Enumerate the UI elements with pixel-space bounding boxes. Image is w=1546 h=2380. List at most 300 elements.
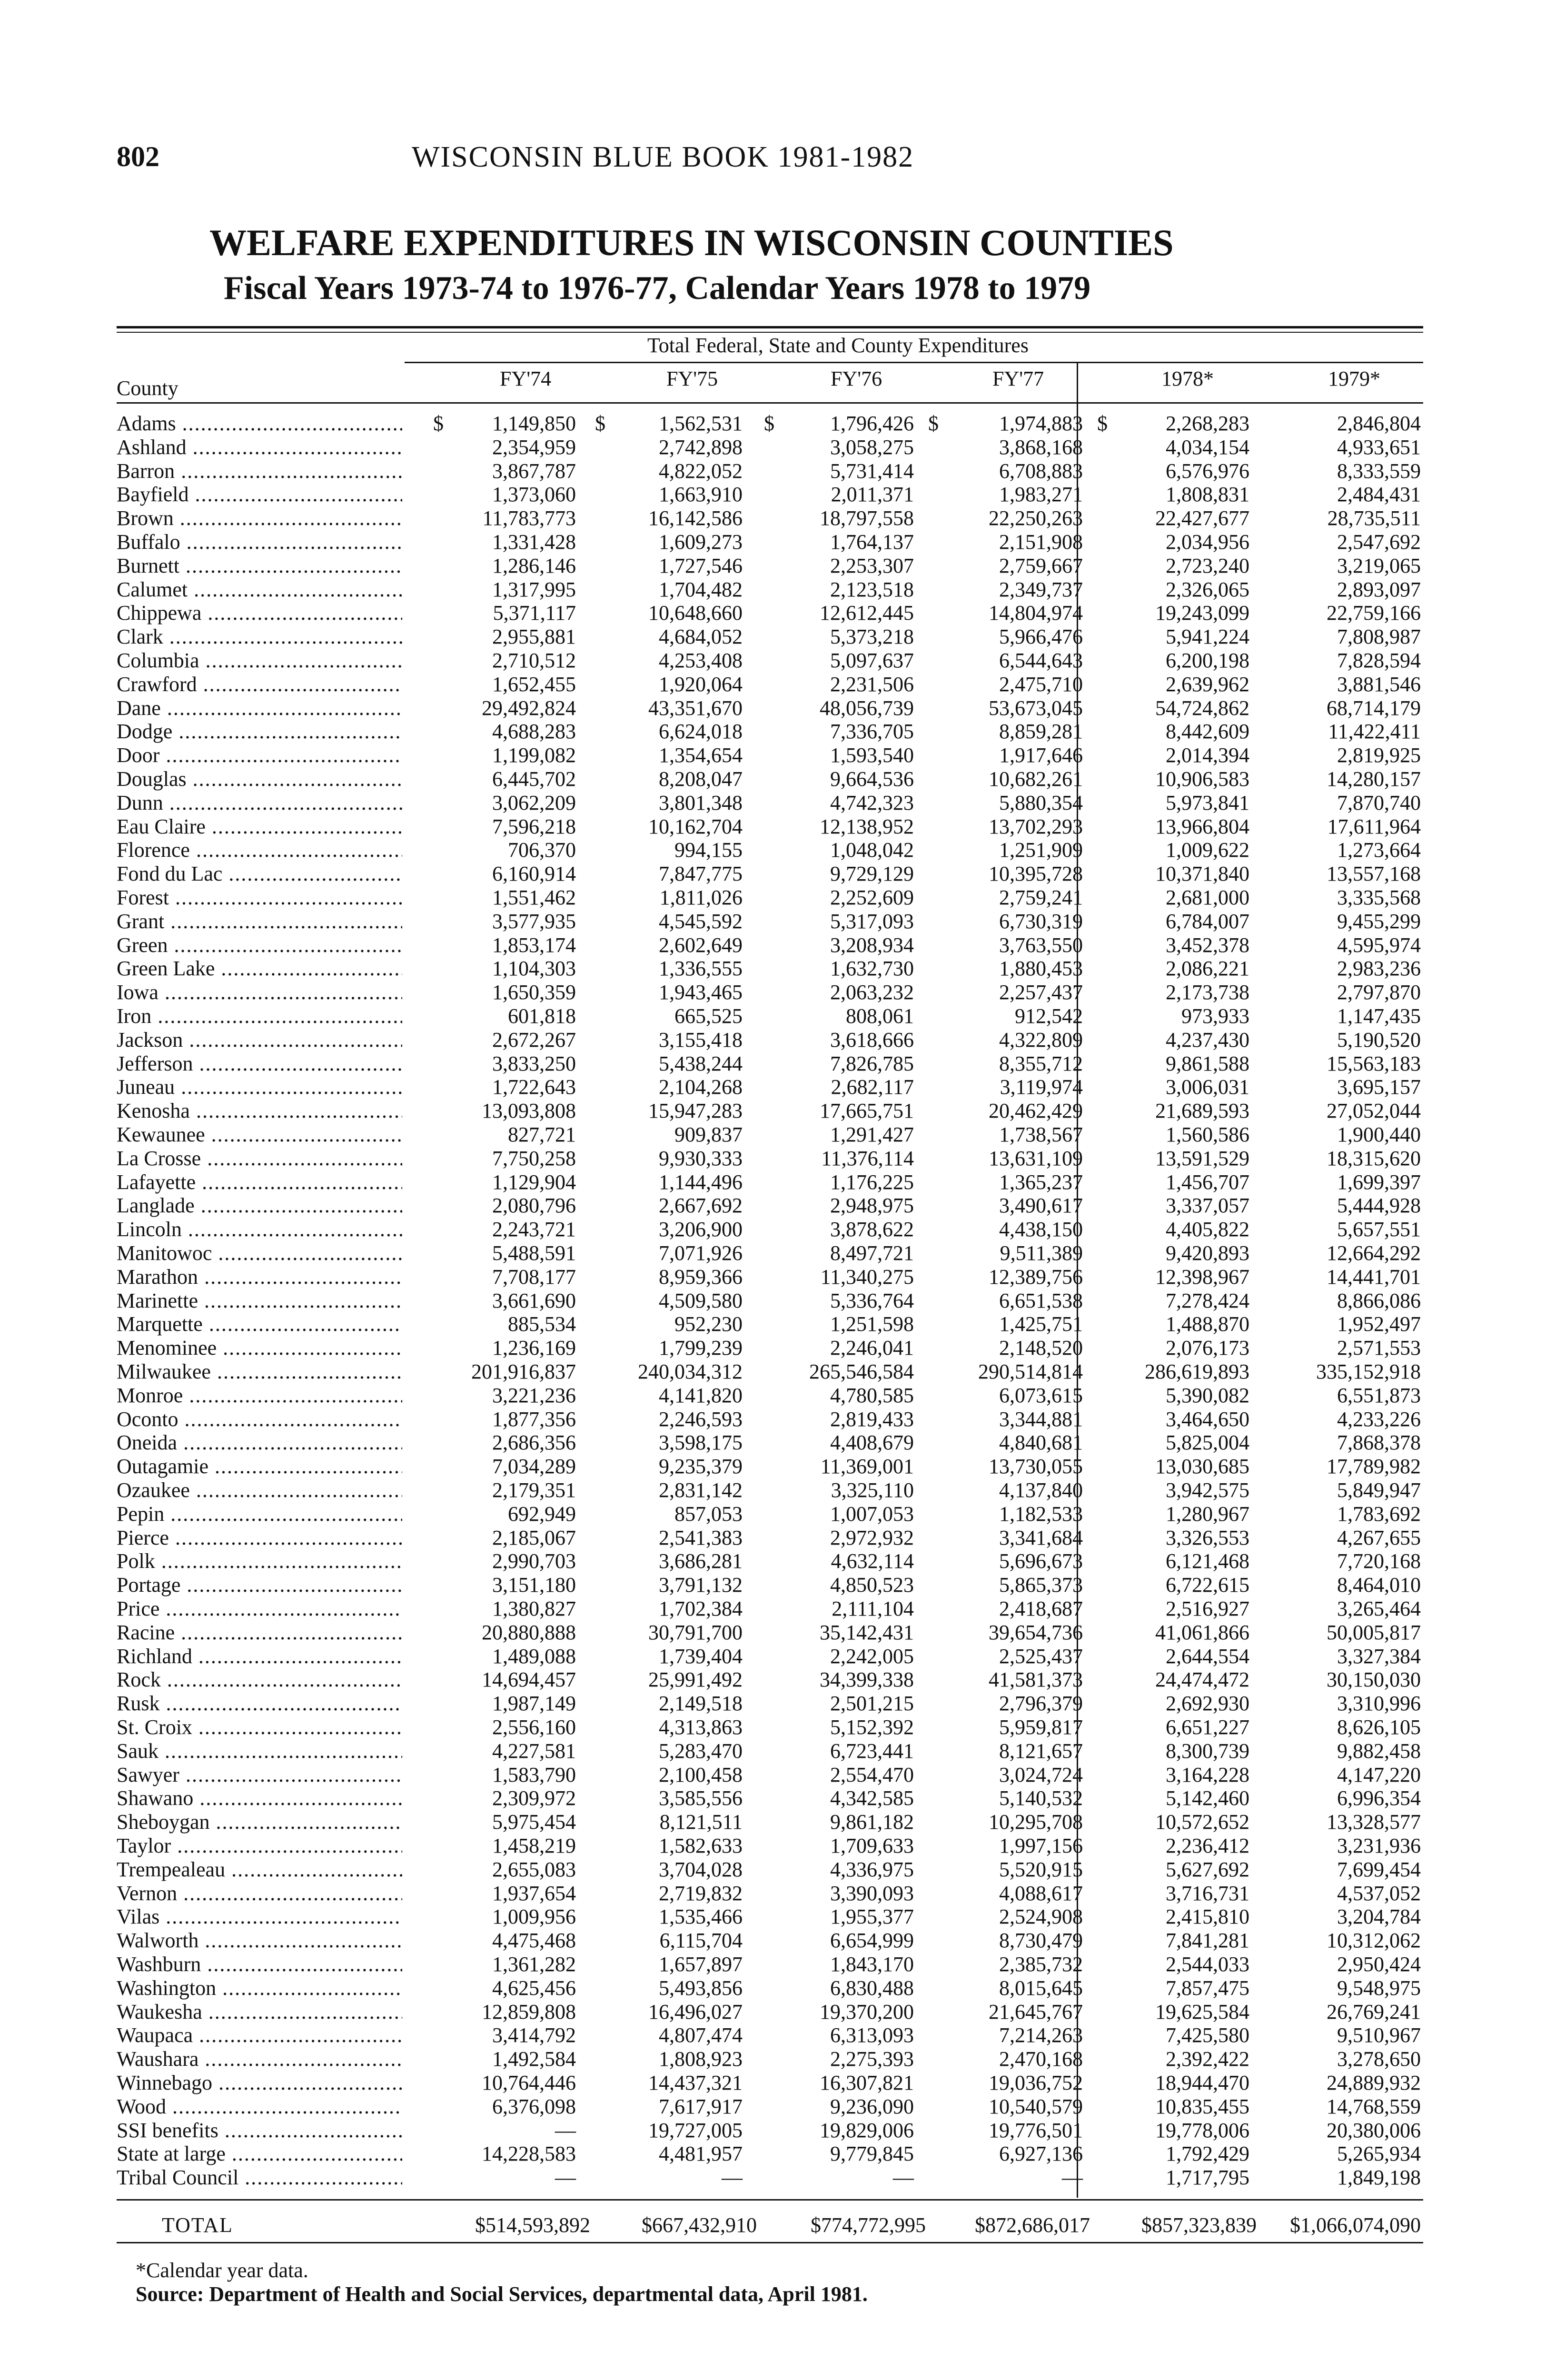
table-row	[117, 649, 1421, 673]
expenditure-cell: 2,686,356	[492, 1431, 576, 1454]
expenditure-cell: 1,007,053	[830, 1502, 914, 1526]
expenditure-cell: 5,265,934	[1337, 2142, 1421, 2165]
expenditure-cell: 4,822,052	[659, 459, 743, 483]
expenditure-cell: 4,537,052	[1337, 1882, 1421, 1905]
expenditure-cell: 20,380,006	[1327, 2119, 1421, 2142]
expenditure-cell: 13,030,685	[1155, 1455, 1249, 1478]
running-head: WISCONSIN BLUE BOOK 1981-1982	[412, 141, 914, 173]
county-name: Rock .....	[117, 1668, 402, 1692]
expenditure-cell: 1,149,850	[492, 412, 576, 435]
expenditure-cell: 4,088,617	[999, 1882, 1083, 1905]
expenditure-cell: 5,152,392	[830, 1716, 914, 1739]
expenditure-cell: 4,475,468	[492, 1929, 576, 1952]
expenditure-cell: 3,208,934	[830, 933, 914, 957]
expenditure-cell: 6,576,976	[1166, 459, 1249, 483]
county-name: Dodge .....	[117, 720, 402, 744]
expenditure-cell: 19,829,006	[820, 2119, 914, 2142]
expenditure-cell: 3,686,281	[659, 1549, 743, 1573]
expenditure-cell: 17,665,751	[820, 1099, 914, 1122]
county-name: Grant .....	[117, 910, 402, 933]
table-row	[117, 530, 1421, 554]
total-bottom-rule	[117, 2242, 1423, 2243]
table-row	[117, 815, 1421, 839]
county-name: Green .....	[117, 933, 402, 957]
expenditure-cell: 20,462,429	[989, 1099, 1083, 1122]
expenditure-cell: 41,061,866	[1155, 1621, 1249, 1644]
expenditure-cell: 2,243,721	[492, 1218, 576, 1241]
expenditure-cell: 1,717,795	[1166, 2166, 1249, 2189]
county-name: Dunn .....	[117, 791, 402, 815]
county-name: Winnebago .....	[117, 2071, 402, 2095]
page-subtitle: Fiscal Years 1973-74 to 1976-77, Calendar Years 1978 to 1979	[224, 270, 1091, 307]
county-name: Jefferson .....	[117, 1052, 402, 1076]
expenditure-cell: 3,661,690	[492, 1289, 576, 1312]
total-value: $872,686,017	[975, 2213, 1090, 2237]
expenditure-cell: 2,983,236	[1337, 957, 1421, 980]
expenditure-cell: 2,759,667	[999, 554, 1083, 577]
expenditure-cell: 13,557,168	[1327, 862, 1421, 885]
county-name: Burnett .....	[117, 554, 402, 578]
expenditure-cell: 7,278,424	[1166, 1289, 1249, 1312]
expenditure-cell: 10,572,652	[1155, 1810, 1249, 1834]
expenditure-cell: 1,709,633	[830, 1834, 914, 1857]
expenditure-cell: 4,840,681	[999, 1431, 1083, 1454]
county-name: Outagamie .....	[117, 1455, 402, 1478]
county-name: Lafayette .....	[117, 1170, 402, 1194]
expenditure-cell: 2,544,033	[1166, 1953, 1249, 1976]
county-name: Richland .....	[117, 1645, 402, 1668]
expenditure-cell: 2,524,908	[999, 1905, 1083, 1928]
expenditure-cell: 3,881,546	[1337, 673, 1421, 696]
expenditure-cell: 6,651,538	[999, 1289, 1083, 1312]
expenditure-cell: 7,857,475	[1166, 1976, 1249, 2000]
expenditure-cell: 5,975,454	[492, 1810, 576, 1834]
expenditure-cell: 6,927,136	[999, 2142, 1083, 2165]
expenditure-cell: 5,941,224	[1166, 625, 1249, 648]
county-name: Forest .....	[117, 886, 402, 910]
expenditure-cell: 5,283,470	[659, 1739, 743, 1763]
expenditure-cell: 7,808,987	[1337, 625, 1421, 648]
table-row	[117, 1953, 1421, 1976]
expenditure-cell: 4,405,822	[1166, 1218, 1249, 1241]
county-name: Marquette .....	[117, 1312, 402, 1336]
expenditure-cell: 5,973,841	[1166, 791, 1249, 814]
expenditure-cell: 3,390,093	[830, 1882, 914, 1905]
expenditure-cell: 2,831,142	[659, 1478, 743, 1502]
expenditure-cell: 3,327,384	[1337, 1645, 1421, 1668]
expenditure-cell: 5,438,244	[659, 1052, 743, 1075]
county-name: Racine .....	[117, 1621, 402, 1645]
expenditure-cell: 3,006,031	[1166, 1075, 1249, 1099]
expenditure-cell: 41,581,373	[989, 1668, 1083, 1691]
table-row	[117, 578, 1421, 602]
county-name: Shawano .....	[117, 1786, 402, 1810]
expenditure-cell: 912,542	[1015, 1004, 1083, 1028]
expenditure-cell: 27,052,044	[1327, 1099, 1421, 1122]
table-row	[117, 2142, 1421, 2166]
expenditure-cell: 2,955,881	[492, 625, 576, 648]
column-header-1979: 1979*	[1328, 367, 1380, 390]
expenditure-cell: 8,121,657	[999, 1739, 1083, 1763]
expenditure-cell: 3,867,787	[492, 459, 576, 483]
total-value: $857,323,839	[1141, 2213, 1257, 2237]
page-title: WELFARE EXPENDITURES IN WISCONSIN COUNTIES	[209, 222, 1174, 263]
column-header-fy75: FY'75	[666, 367, 718, 390]
table-row	[117, 1739, 1421, 1763]
expenditure-cell: 2,484,431	[1337, 483, 1421, 506]
expenditure-cell: 9,664,536	[830, 767, 914, 791]
expenditure-cell: 2,667,692	[659, 1194, 743, 1217]
expenditure-cell: 1,144,496	[659, 1170, 743, 1194]
expenditure-cell: 4,595,974	[1337, 933, 1421, 957]
expenditure-cell: 6,654,999	[830, 1929, 914, 1952]
expenditure-cell: 9,510,967	[1337, 2023, 1421, 2047]
expenditure-cell: 3,155,418	[659, 1028, 743, 1051]
expenditure-cell: 5,373,218	[830, 625, 914, 648]
expenditure-cell: 2,100,458	[659, 1763, 743, 1786]
expenditure-cell: 2,655,083	[492, 1858, 576, 1881]
county-name: Jackson .....	[117, 1028, 402, 1052]
expenditure-cell: 2,246,041	[830, 1336, 914, 1359]
expenditure-cell: 11,340,275	[820, 1265, 914, 1289]
county-name: Chippewa .....	[117, 601, 402, 625]
expenditure-cell: 3,791,132	[659, 1573, 743, 1597]
county-name: Trempealeau .....	[117, 1858, 402, 1882]
table-row	[117, 767, 1421, 791]
county-name: Waushara .....	[117, 2047, 402, 2071]
table-row	[117, 1716, 1421, 1739]
expenditure-cell: 5,190,520	[1337, 1028, 1421, 1051]
expenditure-cell: 3,801,348	[659, 791, 743, 814]
county-name: Bayfield .....	[117, 483, 402, 506]
table-row	[117, 1147, 1421, 1170]
expenditure-cell: 692,949	[508, 1502, 576, 1526]
expenditure-cell: 5,493,856	[659, 1976, 743, 2000]
table-row	[117, 1408, 1421, 1431]
table-row	[117, 1478, 1421, 1502]
expenditure-cell: 6,376,098	[492, 2095, 576, 2118]
county-name: Oneida .....	[117, 1431, 402, 1455]
expenditure-cell: 7,425,580	[1166, 2023, 1249, 2047]
county-name: Rusk .....	[117, 1692, 402, 1716]
table-row	[117, 2095, 1421, 2119]
expenditure-cell: 2,063,232	[830, 981, 914, 1004]
expenditure-cell: 13,631,109	[989, 1147, 1083, 1170]
expenditure-cell: 2,349,737	[999, 578, 1083, 601]
expenditure-cell: 2,246,593	[659, 1408, 743, 1431]
expenditure-cell: 2,014,394	[1166, 744, 1249, 767]
expenditure-cell: 5,371,117	[493, 601, 576, 625]
expenditure-cell: 1,974,883	[999, 412, 1083, 435]
expenditure-cell: 16,496,027	[648, 2000, 743, 2023]
expenditure-cell: 2,602,649	[659, 933, 743, 957]
expenditure-cell: 39,654,736	[989, 1621, 1083, 1644]
expenditure-cell: 4,632,114	[831, 1549, 914, 1573]
table-row	[117, 1455, 1421, 1478]
expenditure-cell: 8,626,105	[1337, 1716, 1421, 1739]
expenditure-cell: 5,390,082	[1166, 1384, 1249, 1407]
expenditure-cell: —	[555, 2119, 576, 2142]
expenditure-cell: 2,819,925	[1337, 744, 1421, 767]
expenditure-cell: 3,490,617	[999, 1194, 1083, 1217]
expenditure-cell: 1,853,174	[492, 933, 576, 957]
table-row	[117, 744, 1421, 767]
expenditure-cell: 3,464,650	[1166, 1408, 1249, 1431]
table-row	[117, 1004, 1421, 1028]
expenditure-cell: 13,093,808	[482, 1099, 576, 1122]
expenditure-cell: 2,819,433	[830, 1408, 914, 1431]
table-row	[117, 506, 1421, 530]
expenditure-cell: 10,312,062	[1327, 1929, 1421, 1952]
expenditure-cell: 3,585,556	[659, 1786, 743, 1810]
header-bottom-rule	[117, 402, 1423, 404]
table-row	[117, 412, 1421, 436]
expenditure-cell: 16,142,586	[648, 506, 743, 530]
table-row	[117, 2119, 1421, 2142]
expenditure-cell: 3,265,464	[1337, 1597, 1421, 1620]
table-row	[117, 2166, 1421, 2190]
expenditure-cell: 2,796,379	[999, 1692, 1083, 1715]
expenditure-cell: 50,005,817	[1327, 1621, 1421, 1644]
table-row	[117, 910, 1421, 933]
county-name: Wood .....	[117, 2095, 402, 2119]
county-name: La Crosse .....	[117, 1147, 402, 1170]
table-row	[117, 1763, 1421, 1787]
table-row	[117, 601, 1421, 625]
expenditure-cell: 8,730,479	[999, 1929, 1083, 1952]
expenditure-cell: 4,233,226	[1337, 1408, 1421, 1431]
dollar-sign: $	[595, 412, 605, 435]
county-name: Menominee .....	[117, 1336, 402, 1360]
expenditure-cell: 4,408,679	[830, 1431, 914, 1454]
calendar-year-note: *Calendar year data.	[136, 2259, 308, 2282]
expenditure-cell: 2,990,703	[492, 1549, 576, 1573]
expenditure-cell: 1,354,654	[659, 744, 743, 767]
table-row	[117, 1075, 1421, 1099]
expenditure-cell: 1,657,897	[659, 1953, 743, 1976]
expenditure-cell: 3,024,724	[999, 1763, 1083, 1786]
county-name: Crawford .....	[117, 673, 402, 696]
expenditure-cell: 1,373,060	[492, 483, 576, 506]
expenditure-cell: 1,425,751	[999, 1312, 1083, 1336]
expenditure-cell: 8,464,010	[1337, 1573, 1421, 1597]
table-row	[117, 791, 1421, 815]
expenditure-cell: 10,764,446	[482, 2071, 576, 2094]
expenditure-cell: 6,200,198	[1166, 649, 1249, 672]
expenditure-cell: 9,511,389	[1000, 1241, 1083, 1265]
county-name: Manitowoc .....	[117, 1241, 402, 1265]
expenditure-cell: 19,778,006	[1155, 2119, 1249, 2142]
expenditure-cell: 3,414,792	[492, 2023, 576, 2047]
expenditure-cell: 7,868,378	[1337, 1431, 1421, 1454]
expenditure-cell: 25,991,492	[648, 1668, 743, 1691]
expenditure-cell: 952,230	[674, 1312, 743, 1336]
expenditure-cell: 2,972,932	[830, 1526, 914, 1549]
expenditure-cell: 8,859,281	[999, 720, 1083, 743]
table-row	[117, 957, 1421, 981]
county-name: Oconto .....	[117, 1408, 402, 1431]
expenditure-cell: 290,514,814	[978, 1360, 1083, 1383]
expenditure-cell: 2,501,215	[830, 1692, 914, 1715]
table-row	[117, 1170, 1421, 1194]
expenditure-cell: 2,681,000	[1166, 886, 1249, 909]
expenditure-cell: 15,947,283	[648, 1099, 743, 1122]
county-name: Waukesha .....	[117, 2000, 402, 2024]
expenditure-cell: 2,149,518	[659, 1692, 743, 1715]
expenditure-cell: 1,849,198	[1337, 2166, 1421, 2189]
expenditure-cell: 9,861,588	[1166, 1052, 1249, 1075]
expenditure-cell: 9,548,975	[1337, 1976, 1421, 2000]
expenditure-cell: 3,206,900	[659, 1218, 743, 1241]
expenditure-cell: 28,735,511	[1327, 506, 1421, 530]
expenditure-cell: 14,694,457	[482, 1668, 576, 1691]
table-row	[117, 1645, 1421, 1668]
county-name: Door .....	[117, 744, 402, 767]
expenditure-cell: 7,617,917	[659, 2095, 743, 2118]
table-row	[117, 1265, 1421, 1289]
expenditure-cell: 1,251,909	[999, 838, 1083, 862]
expenditure-cell: 1,764,137	[830, 530, 914, 554]
expenditure-cell: 1,361,282	[492, 1953, 576, 1976]
expenditure-cell: 5,731,414	[830, 459, 914, 483]
expenditure-cell: 2,682,117	[831, 1075, 914, 1099]
expenditure-cell: 1,987,149	[492, 1692, 576, 1715]
county-name: Iron .....	[117, 1004, 402, 1028]
expenditure-cell: —	[893, 2166, 914, 2189]
expenditure-cell: 7,708,177	[492, 1265, 576, 1289]
expenditure-cell: 8,442,609	[1166, 720, 1249, 743]
county-name: Brown .....	[117, 506, 402, 530]
expenditure-cell: 4,688,283	[492, 720, 576, 743]
table-row	[117, 1502, 1421, 1526]
county-name: Florence .....	[117, 838, 402, 862]
expenditure-cell: 35,142,431	[820, 1621, 914, 1644]
expenditure-cell: 3,326,553	[1166, 1526, 1249, 1549]
expenditure-cell: 5,317,093	[830, 910, 914, 933]
total-value: $667,432,910	[642, 2213, 757, 2237]
county-name: SSI benefits .....	[117, 2119, 402, 2142]
table-row	[117, 1621, 1421, 1645]
expenditure-cell: 7,826,785	[830, 1052, 914, 1075]
expenditure-cell: 3,164,228	[1166, 1763, 1249, 1786]
expenditure-cell: 11,422,411	[1328, 720, 1421, 743]
expenditure-cell: 2,392,422	[1166, 2047, 1249, 2071]
expenditure-cell: 2,104,268	[659, 1075, 743, 1099]
county-name: Juneau .....	[117, 1075, 402, 1099]
county-name: Sawyer .....	[117, 1763, 402, 1787]
expenditure-cell: —	[1062, 2166, 1083, 2189]
expenditure-cell: 4,481,957	[659, 2142, 743, 2165]
expenditure-cell: 7,841,281	[1166, 1929, 1249, 1952]
expenditure-cell: 6,544,643	[999, 649, 1083, 672]
expenditure-cell: 13,966,804	[1155, 815, 1249, 838]
expenditure-cell: 3,598,175	[659, 1431, 743, 1454]
expenditure-cell: 4,684,052	[659, 625, 743, 648]
expenditure-cell: 13,730,055	[989, 1455, 1083, 1478]
expenditure-cell: 9,882,458	[1337, 1739, 1421, 1763]
expenditure-cell: 18,944,470	[1155, 2071, 1249, 2094]
expenditure-cell: 2,525,437	[999, 1645, 1083, 1668]
expenditure-cell: 1,009,956	[492, 1905, 576, 1928]
expenditure-cell: 2,639,962	[1166, 673, 1249, 696]
table-row	[117, 1976, 1421, 2000]
table-top-rule-thin	[117, 332, 1423, 333]
total-value: $1,066,074,090	[1290, 2213, 1421, 2237]
expenditure-cell: 1,458,219	[492, 1834, 576, 1857]
expenditure-cell: 2,076,173	[1166, 1336, 1249, 1359]
expenditure-cell: 53,673,045	[989, 696, 1083, 720]
expenditure-cell: 3,341,684	[999, 1526, 1083, 1549]
expenditure-cell: 8,497,721	[830, 1241, 914, 1265]
expenditure-cell: 5,336,764	[830, 1289, 914, 1312]
expenditure-cell: 4,141,820	[659, 1384, 743, 1407]
expenditure-cell: 17,611,964	[1327, 815, 1421, 838]
expenditure-cell: 6,551,873	[1337, 1384, 1421, 1407]
expenditure-cell: 10,682,261	[989, 767, 1083, 791]
expenditure-cell: 48,056,739	[820, 696, 914, 720]
expenditure-cell: 1,048,042	[830, 838, 914, 862]
expenditure-cell: 2,173,738	[1166, 981, 1249, 1004]
expenditure-cell: 1,236,169	[492, 1336, 576, 1359]
expenditure-cell: 3,219,065	[1337, 554, 1421, 577]
expenditure-cell: 286,619,893	[1145, 1360, 1249, 1383]
table-row	[117, 554, 1421, 578]
expenditure-cell: 1,593,540	[830, 744, 914, 767]
expenditure-cell: 19,370,200	[820, 2000, 914, 2023]
expenditure-cell: 3,119,974	[1000, 1075, 1083, 1099]
expenditure-cell: 1,317,995	[492, 578, 576, 601]
expenditure-cell: 1,917,646	[999, 744, 1083, 767]
expenditure-cell: 1,182,533	[999, 1502, 1083, 1526]
expenditure-cell: 54,724,862	[1155, 696, 1249, 720]
expenditure-cell: 12,612,445	[820, 601, 914, 625]
expenditure-cell: 6,313,093	[830, 2023, 914, 2047]
expenditure-cell: 1,286,146	[492, 554, 576, 577]
table-row	[117, 1123, 1421, 1147]
expenditure-cell: 1,456,707	[1166, 1170, 1249, 1194]
expenditure-cell: 6,624,018	[659, 720, 743, 743]
county-name: Marinette .....	[117, 1289, 402, 1313]
expenditure-cell: 14,768,559	[1327, 2095, 1421, 2118]
expenditure-cell: 885,534	[508, 1312, 576, 1336]
expenditure-cell: 5,849,947	[1337, 1478, 1421, 1502]
expenditure-cell: 3,325,110	[831, 1478, 914, 1502]
total-value: $774,772,995	[811, 2213, 926, 2237]
source-note: Source: Department of Health and Social Services, departmental data, April 1981.	[136, 2282, 868, 2306]
expenditure-cell: 2,111,104	[832, 1597, 914, 1620]
county-name: Polk .....	[117, 1549, 402, 1573]
expenditure-cell: 24,889,932	[1327, 2071, 1421, 2094]
table-row	[117, 981, 1421, 1004]
expenditure-cell: 12,138,952	[820, 815, 914, 838]
county-name: St. Croix .....	[117, 1716, 402, 1739]
expenditure-cell: 5,657,551	[1337, 1218, 1421, 1241]
table-row	[117, 1786, 1421, 1810]
expenditure-cell: 4,322,809	[999, 1028, 1083, 1051]
expenditure-cell: 4,545,592	[659, 910, 743, 933]
expenditure-cell: 2,516,927	[1166, 1597, 1249, 1620]
expenditure-cell: 1,551,462	[492, 886, 576, 909]
expenditure-cell: 11,783,773	[482, 506, 576, 530]
expenditure-cell: 1,488,870	[1166, 1312, 1249, 1336]
expenditure-cell: 16,307,821	[820, 2071, 914, 2094]
expenditure-cell: 1,843,170	[830, 1953, 914, 1976]
expenditure-cell: 7,828,594	[1337, 649, 1421, 672]
expenditure-cell: 24,474,472	[1155, 1668, 1249, 1691]
expenditure-cell: 973,933	[1181, 1004, 1249, 1028]
expenditure-cell: 6,830,488	[830, 1976, 914, 2000]
county-name: Sauk .....	[117, 1739, 402, 1763]
